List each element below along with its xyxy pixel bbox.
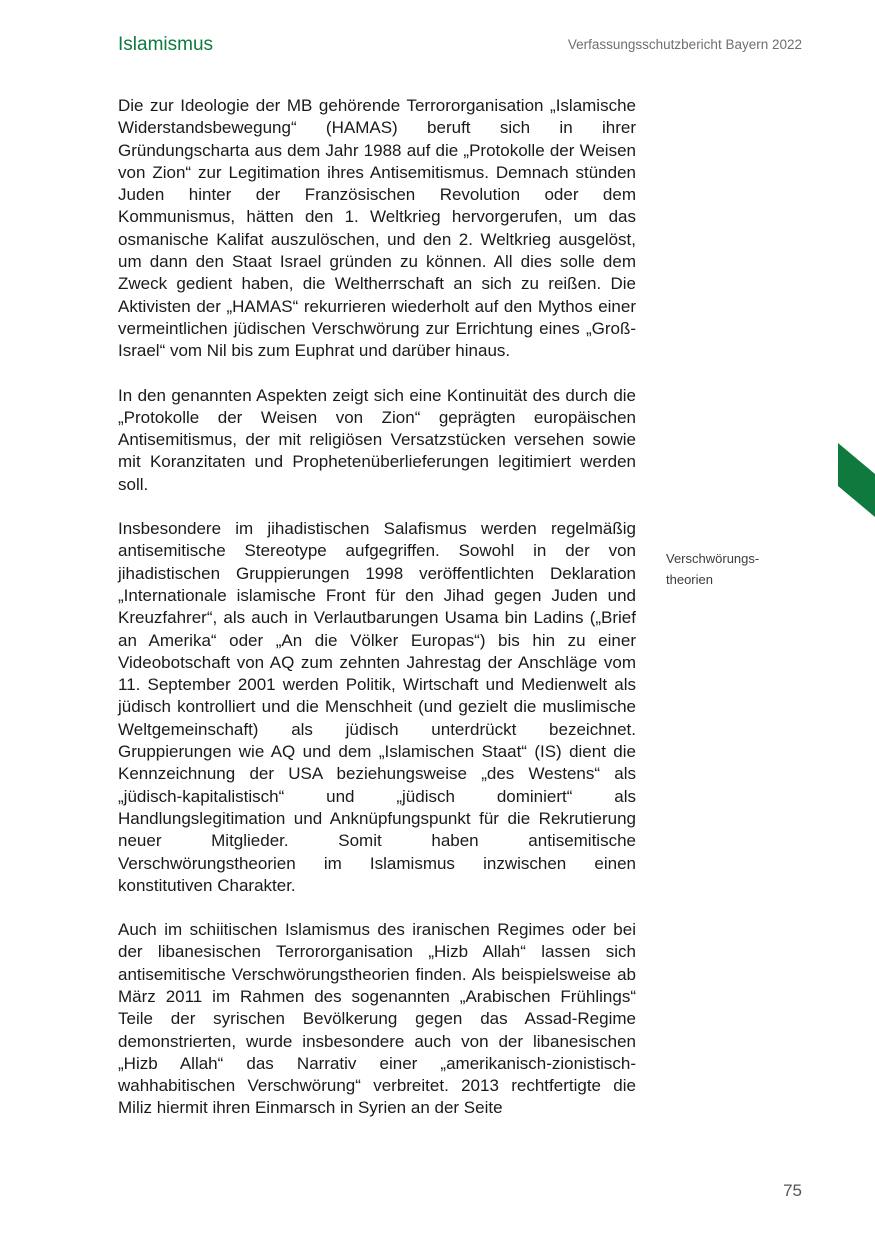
margin-note	[666, 548, 786, 590]
page-number: 75	[783, 1181, 802, 1200]
chapter-tab-marker	[838, 443, 875, 517]
body-text	[118, 95, 636, 1142]
margin-note-line-2: theorien	[666, 572, 713, 587]
paragraph-shiite-islamism: Auch im schiitischen Islamismus des iranischen Regimes oder bei der libanesischen Terrororganisation „Hizb Allah“ lassen sich antisemitische Verschwörungstheorien finden. Als beispielsweise ab März 2011 im Rahmen des sogenannten „Arabischen Frühlings“ Teile der syrischen Bevölkerung gegen das Assad-Regime demonstrierten, wurde insbesondere auch von der libanesischen „Hizb Allah“ das Narrativ einer „amerikanisch-zionistisch-wahhabitischen Verschwörung“ verbreitet. 2013 rechtfertigte die Miliz hiermit ihren Einmarsch in Syrien an der Seite	[118, 920, 636, 1118]
paragraph-continuity: In den genannten Aspekten zeigt sich eine Kontinuität des durch die „Protokolle der Weisen von Zion“ geprägten europäischen Antisemitismus, der mit religiösen Versatzstücken versehen sowie mit Koranzitaten und Prophetenüberlieferungen legitimiert werden soll.	[118, 385, 636, 494]
margin-note-line-1: Verschwörungs-	[666, 551, 760, 566]
section-title: Islamismus	[118, 34, 214, 55]
report-title: Verfassungsschutzbericht Bayern 2022	[567, 37, 802, 52]
paragraph-hamas: Die zur Ideologie der MB gehörende Terrororganisation „Islamische Widerstandsbewegung“ (HAMAS) beruft sich in ihrer Gründungscharta aus dem Jahr 1988 auf die „Protokolle der Weisen von Zion“ zur Legitimation ihres Antisemitismus. Demnach stünden Juden hinter der Französischen Revolution oder dem Kommunismus, hätten den 1. Weltkrieg hervorgerufen, um das osmanische Kalifat auszulöschen, und den 2. Weltkrieg ausgelöst, um dann den Staat Israel gründen zu können. All dies solle dem Zweck gedient haben, die Weltherrschaft an sich zu reißen. Die Aktivisten der „HAMAS“ rekurrieren wiederholt auf den Mythos einer vermeintlichen jüdischen Verschwörung zur Errichtung eines „Groß-Israel“ vom Nil bis zum Euphrat und darüber hinaus.	[118, 96, 636, 361]
paragraph-jihadist-salafism: Insbesondere im jihadistischen Salafismus werden regelmäßig antisemitische Stereotype aufgegriffen. Sowohl in der von jihadistischen Gruppierungen 1998 veröffentlichten Deklaration „Internationale islamische Front für den Jihad gegen Juden und Kreuzfahrer“, als auch in Verlautbarungen Usama bin Ladins („Brief an Amerika“ oder „An die Völker Europas“) bis hin zu einer Videobotschaft von AQ zum zehnten Jahrestag der Anschläge vom 11. September 2001 werden Politik, Wirtschaft und Medienwelt als jüdisch kontrolliert und die Menschheit (und gezielt die muslimische Weltgemeinschaft) als jüdisch unterdrückt bezeichnet. Gruppierungen wie AQ und dem „Islamischen Staat“ (IS) dient die Kennzeichnung der USA beziehungsweise „des Westens“ als „jüdisch-kapitalistisch“ und „jüdisch dominiert“ als Handlungslegitimation und Anknüpfungspunkt für die Rekrutierung neuer Mitglieder. Somit haben antisemitische Verschwörungstheorien im Islamismus inzwischen einen konstitutiven Charakter.	[118, 519, 636, 895]
